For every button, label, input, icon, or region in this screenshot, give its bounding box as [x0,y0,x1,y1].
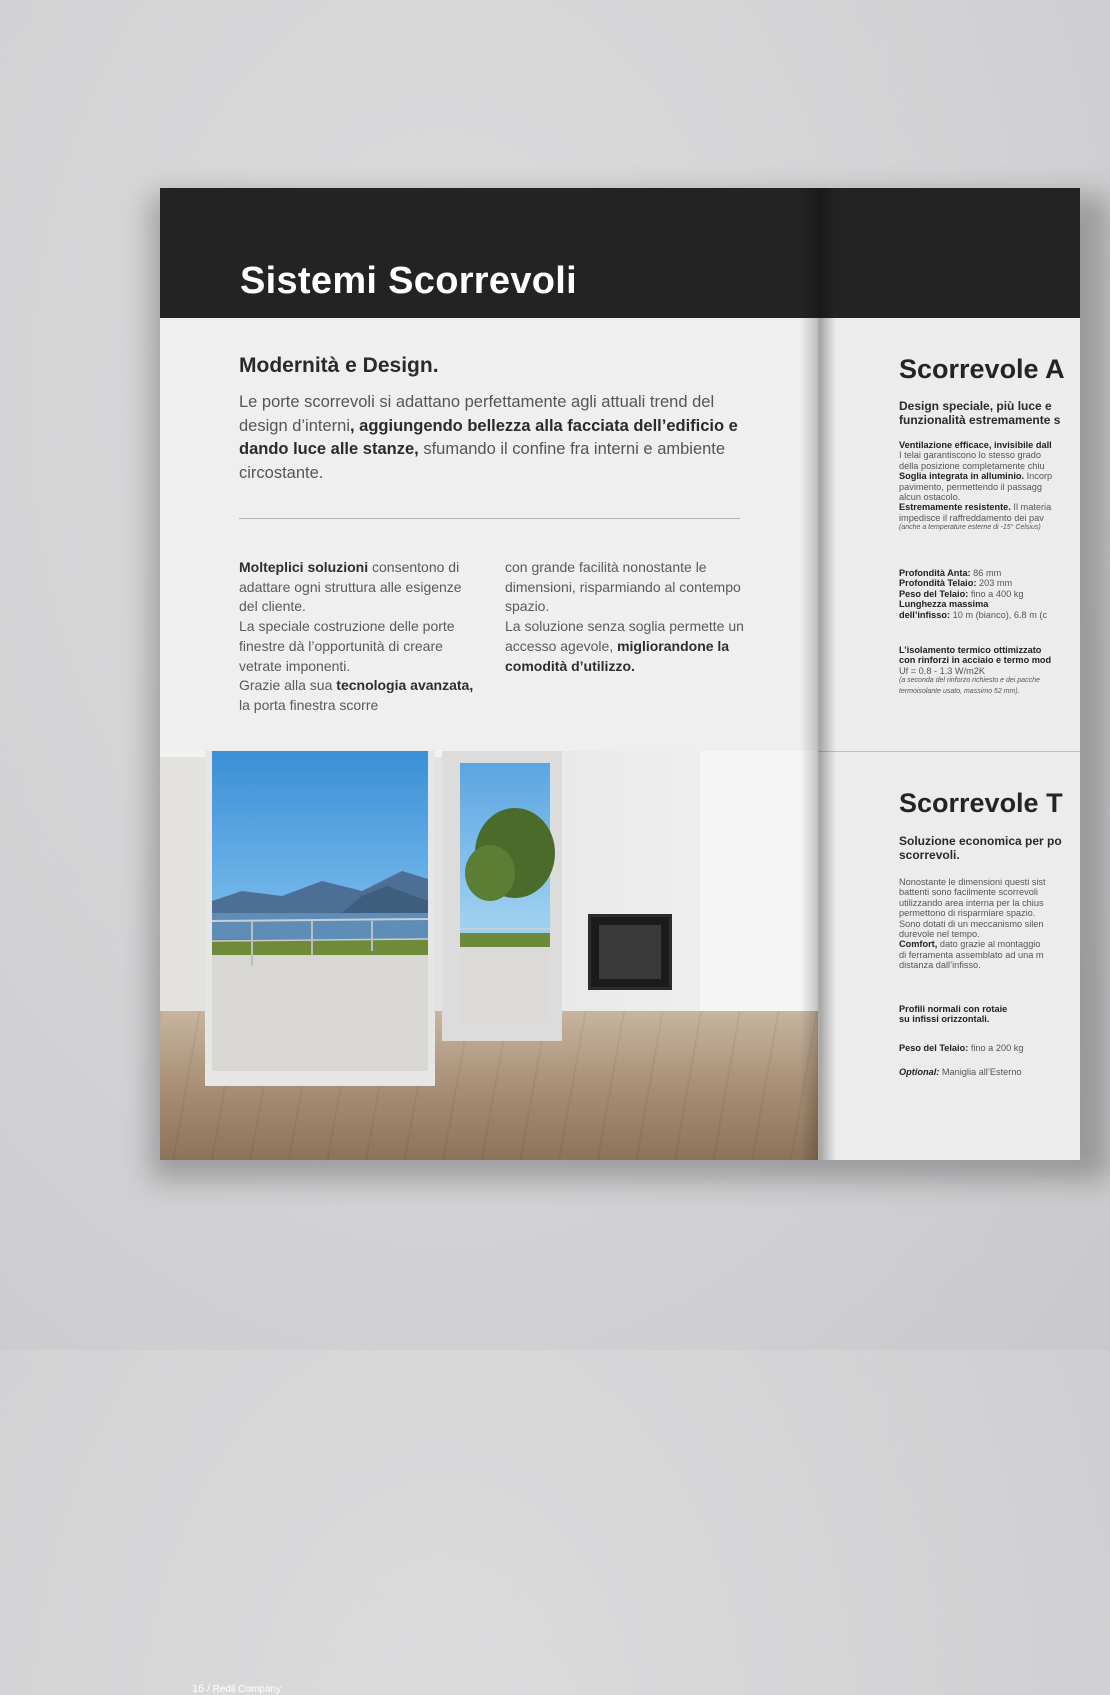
text-line: Nonostante le dimensioni questi sist [899,877,1046,887]
text-line: Comfort, dato grazie al montaggio [899,939,1041,950]
interior-photo [160,751,818,1695]
body-text: Grazie alla sua [239,677,337,694]
text-line: utilizzando area interna per la chius [899,897,1044,908]
text-line: (anche a temperature esterne di -15° Celsius) [899,524,1041,532]
text-line: impedisce il raffreddamento dei pav [899,512,1044,523]
fireplace [588,914,672,990]
text-line: Estremamente resistente. Il materia [899,502,1052,513]
left-page [160,188,818,1695]
thermal-info [899,645,1051,697]
text-line: L’isolamento termico ottimizzato [899,645,1042,655]
section-body [899,877,1046,971]
text-line: Peso del Telaio: fino a 400 kg [899,588,1024,599]
text-line: Sono dotati di un meccanismo silen [899,918,1044,929]
intro-text: Le porte scorrevoli si adattano perfettamente agli attuali trend del design d’interni [239,393,715,435]
profiles-note: Profili normali con rotaie su infissi orizzontali. [899,1004,1008,1025]
text-line: della posizione completamente chiu [899,460,1045,471]
window-view [212,751,428,1071]
body-paragraph [239,617,479,676]
page-footer [192,1683,281,1695]
section-subtitle: Soluzione economica per po scorrevoli. [899,834,1062,862]
text-line: con rinforzi in acciaio e termo mod [899,655,1052,666]
text-line: Profondità Telaio: 203 mm [899,578,1013,589]
text-line: Uf = 0.8 - 1.3 W/m2K [899,665,986,676]
weight-spec: Peso del Telaio: fino a 200 kg [899,1043,1024,1053]
text-line: I telai garantiscono lo stesso grado [899,450,1041,461]
text-line: di ferramenta assemblato ad una m [899,949,1044,960]
body-paragraph [505,617,745,676]
section-body [899,440,1052,534]
body-text: con grande facilità nonostante le dimensioni, risparmiando al contempo spazio. [505,559,741,615]
body-text: la porta finestra scorre [239,696,379,713]
spec-list [899,568,1047,620]
company-name: Redil Company [212,1684,281,1695]
section-subtitle: Design speciale, più luce e funzionalità estremamente s [899,399,1061,427]
text-line: pavimento, permettendo il passagg [899,481,1043,492]
text-line: (a seconda del rinforzo richiesto e dei pacche [899,677,1040,685]
section-title: Scorrevole A [899,354,1065,384]
text-line: permettono di risparmiare spazio. [899,908,1036,919]
body-text: La speciale costruzione delle porte finestre dà l’opportunità di creare vetrate imponenti. [239,618,455,674]
text-line: distanza dall’infisso. [899,960,981,971]
text-line: termoisolante usato, massimo 52 mm). [899,687,1020,695]
sliding-door-glass [460,763,550,1023]
text-line: Ventilazione efficace, invisibile dall [899,440,1052,450]
body-text: consentono di adattare ogni struttura alle esigenze del cliente. [239,559,462,615]
text-line: alcun ostacolo. [899,492,961,503]
text-line: Soglia integrata in alluminio. Incorp [899,471,1053,482]
section-subheading: Modernità e Design. [239,354,439,377]
intro-text-bold: , aggiungendo bellezza alla facciata dell’edificio e dando luce alle stanze, [239,416,738,458]
body-text: La soluzione senza soglia permette un accesso agevole, [505,618,744,654]
body-paragraph [505,558,745,617]
intro-paragraph [239,391,739,485]
optional-spec: Optional: Maniglia all’Esterno [899,1067,1022,1077]
tree-illustration [460,763,550,1023]
right-page [818,188,1080,1160]
body-bold: Molteplici soluzioni [239,559,369,575]
divider-line [239,518,740,519]
body-bold: tecnologia avanzata, [336,677,474,694]
text-line: battenti sono facilmente scorrevoli [899,887,1038,898]
body-column-left [239,558,479,716]
text-line: dell’infisso: 10 m (bianco), 6.8 m (c [899,609,1048,620]
page-title: Sistemi Scorrevoli [240,260,577,302]
body-column-right [505,558,745,676]
footer-separator: / [207,1684,210,1695]
body-paragraph [239,676,479,715]
section-separator [818,751,1080,752]
text-line: Profondità Anta: 86 mm [899,568,1002,578]
text-line: Lunghezza massima [899,599,989,610]
page-header-band [818,188,1080,318]
body-paragraph [239,558,479,617]
page-gutter [800,188,836,1160]
text-line: durevole nel tempo. [899,929,980,940]
page-number: 16 [192,1683,205,1695]
intro-text: sfumando il confine fra interni e ambiente circostante. [239,440,726,482]
landscape-illustration [212,751,428,1071]
body-bold: migliorandone la comodità d’utilizzo. [505,637,730,674]
section-title: Scorrevole T [899,788,1063,818]
